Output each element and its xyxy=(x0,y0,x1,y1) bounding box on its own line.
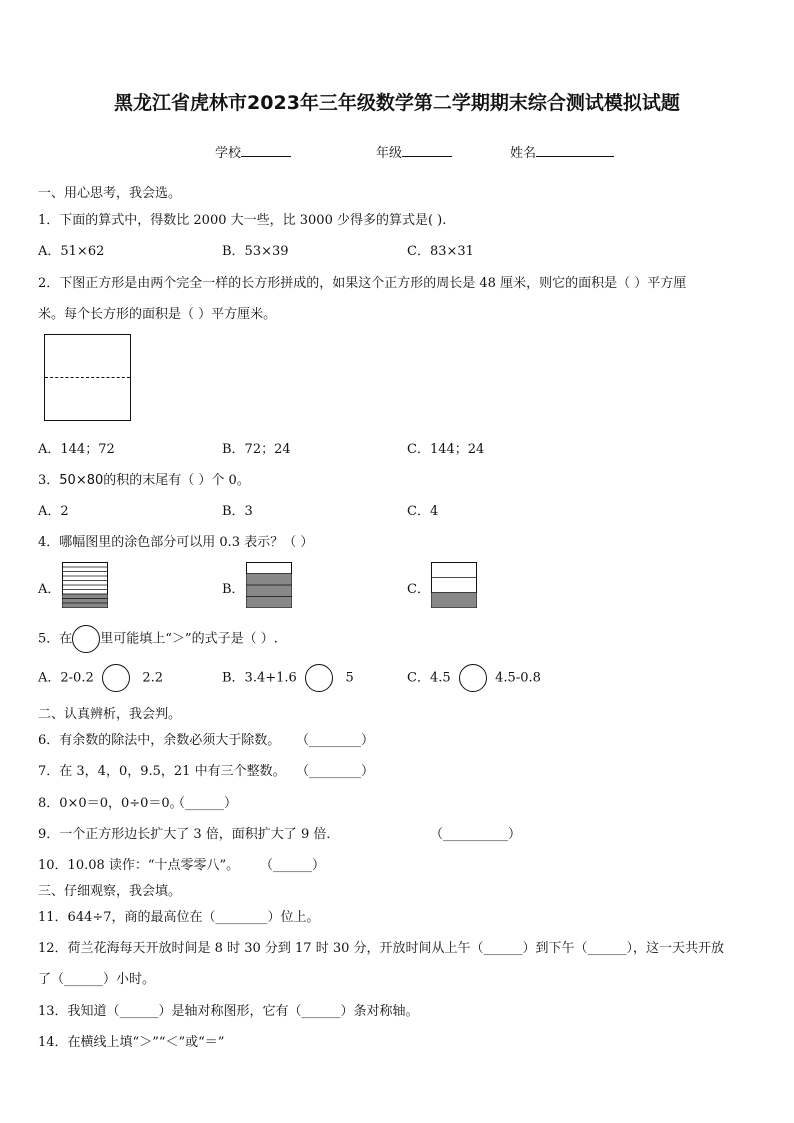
q7-text: 7．在 3，4，0，9.5，21 中有三个整数。 xyxy=(38,764,286,779)
q3-suffix: 的积的末尾有（ ）个 0。 xyxy=(103,473,250,488)
q4-figure-b xyxy=(246,562,292,608)
q11-text[interactable]: 11．644÷7，商的最高位在（________）位上。 xyxy=(38,910,320,925)
q5-a-left: A．2-0.2 xyxy=(38,670,94,686)
dashed-divider xyxy=(45,377,130,378)
q9-answer[interactable]: （__________） xyxy=(430,827,522,842)
q8-answer[interactable]: （______） xyxy=(172,796,238,811)
circle-blank xyxy=(72,625,100,653)
q13-text[interactable]: 13．我知道（______）是轴对称图形，它有（______）条对称轴。 xyxy=(38,1004,419,1019)
square-figure xyxy=(44,334,131,421)
q10-text: 10．10.08 读作：“十点零零八”。 xyxy=(38,858,240,873)
q3-prefix: 3． xyxy=(38,473,60,488)
page-title: 黑龙江省虎林市2023年三年级数学第二学期期末综合测试模拟试题 xyxy=(114,92,680,114)
q5-suffix: 里可能填上“＞”的式子是（ ）. xyxy=(100,631,278,647)
q4-a-shaded xyxy=(63,594,108,608)
q5-a-right: 2.2 xyxy=(142,670,164,686)
q1-option-c[interactable]: C．83×31 xyxy=(407,244,474,259)
q2-text-line1: 2．下图正方形是由两个完全一样的长方形拼成的，如果这个正方形的周长是 48 厘米，则它的面积是（ ）平方厘 xyxy=(38,276,687,291)
q5-c-right: 4.5-0.8 xyxy=(495,670,541,686)
q5-option-b[interactable] xyxy=(222,664,354,692)
q4-text: 4．哪幅图里的涂色部分可以用 0.3 表示？（ ） xyxy=(38,535,314,550)
school-blank[interactable] xyxy=(241,142,291,157)
q3-expression: 50×80 xyxy=(59,473,104,488)
grade-field xyxy=(376,142,452,161)
q5-prefix: 5．在 xyxy=(38,631,73,647)
q3-option-a[interactable]: A．2 xyxy=(38,504,69,519)
q2-option-a[interactable]: A．144；72 xyxy=(38,442,115,457)
name-field xyxy=(510,142,614,161)
q2-text-line2: 米。每个长方形的面积是（ ）平方厘米。 xyxy=(38,307,277,322)
q10-answer[interactable]: （______） xyxy=(260,858,326,873)
q3-option-c[interactable]: C．4 xyxy=(407,504,439,519)
q7-answer[interactable]: （________） xyxy=(296,764,375,779)
q4-option-c[interactable]: C． xyxy=(407,582,430,597)
school-field xyxy=(215,142,291,161)
q5-option-a[interactable] xyxy=(38,664,163,692)
q5-c-left: C．4.5 xyxy=(407,670,451,686)
q5-text xyxy=(38,625,278,653)
q4-b-shaded xyxy=(247,574,292,608)
q2-option-b[interactable]: B．72；24 xyxy=(222,442,291,457)
q4-figure-c xyxy=(431,562,477,608)
q5-a-circle[interactable] xyxy=(102,664,130,692)
q5-c-circle[interactable] xyxy=(459,664,487,692)
q6-text: 6．有余数的除法中，余数必须大于除数。 xyxy=(38,733,281,748)
q5-b-right: 5 xyxy=(345,670,354,686)
q14-text: 14．在横线上填“＞”“＜”或“＝” xyxy=(38,1035,225,1050)
q12-text-line2[interactable]: 了（______）小时。 xyxy=(38,972,156,987)
name-blank[interactable] xyxy=(536,142,614,157)
q6-answer[interactable]: （________） xyxy=(296,733,375,748)
q3-text xyxy=(38,469,250,488)
q1-option-b[interactable]: B．53×39 xyxy=(222,244,289,259)
q2-option-c[interactable]: C．144；24 xyxy=(407,442,485,457)
q5-b-circle[interactable] xyxy=(305,664,333,692)
section-3-heading: 三、仔细观察，我会填。 xyxy=(38,884,182,899)
q9-text: 9．一个正方形边长扩大了 3 倍，面积扩大了 9 倍． xyxy=(38,827,340,842)
q4-figure-a xyxy=(62,562,108,608)
q12-text-line1[interactable]: 12．荷兰花海每天开放时间是 8 时 30 分到 17 时 30 分，开放时间从上午（______）到下午（______），这一天共开放 xyxy=(38,941,724,956)
name-label: 姓名 xyxy=(510,146,537,161)
q5-b-left: B．3.4+1.6 xyxy=(222,670,297,686)
q4-c-shaded xyxy=(432,593,477,608)
q4-option-b[interactable]: B． xyxy=(222,582,245,597)
school-label: 学校 xyxy=(215,146,242,161)
q1-text: 1．下面的算式中，得数比 2000 大一些，比 3000 少得多的算式是( ). xyxy=(38,213,447,228)
q5-option-c[interactable] xyxy=(407,664,541,692)
q3-option-b[interactable]: B．3 xyxy=(222,504,253,519)
grade-blank[interactable] xyxy=(402,142,452,157)
q1-option-a[interactable]: A．51×62 xyxy=(38,244,105,259)
q4-option-a[interactable]: A． xyxy=(38,582,61,597)
grade-label: 年级 xyxy=(376,146,403,161)
section-2-heading: 二、认真辨析，我会判。 xyxy=(38,707,182,722)
q8-text: 8．0×0＝0，0÷0＝0。 xyxy=(38,796,183,811)
section-1-heading: 一、用心思考，我会选。 xyxy=(38,186,182,201)
